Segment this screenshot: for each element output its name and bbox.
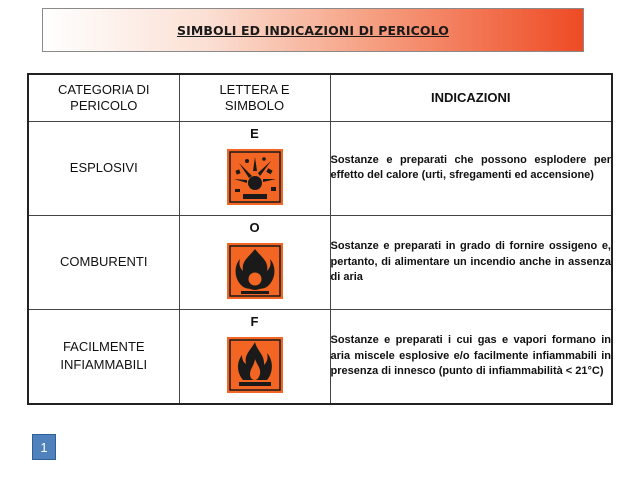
indication-cell [330, 122, 612, 216]
flammable-pictogram-icon [227, 337, 283, 393]
oxidizing-pictogram-icon [227, 243, 283, 299]
header-indications: INDICAZIONI [330, 74, 612, 122]
page-number: 1 [40, 439, 48, 455]
symbol-cell [179, 122, 330, 216]
title-banner [42, 8, 584, 52]
category-label: ESPLOSIVI [69, 160, 138, 176]
indication-cell [330, 309, 612, 404]
symbol-cell [179, 215, 330, 309]
header-symbol: LETTERA E SIMBOLO [179, 74, 330, 122]
category-label: FACILMENTE INFIAMMABILI [60, 339, 148, 373]
explosive-pictogram-icon [227, 149, 283, 205]
table-row [28, 215, 612, 309]
table-row [28, 309, 612, 404]
hazard-letter: O [249, 219, 260, 235]
hazard-letter: E [250, 126, 259, 141]
hazard-letter: F [250, 313, 259, 329]
category-cell [28, 309, 179, 404]
page-title: SIMBOLI ED INDICAZIONI DI PERICOLO [177, 22, 449, 38]
page-number-badge [32, 434, 56, 460]
symbol-cell [179, 309, 330, 404]
table-header-row [28, 74, 612, 122]
indication-cell [330, 215, 612, 309]
hazard-table [27, 73, 613, 405]
indication-text: Sostanze e preparati che possono esplodere per effetto del calore (urti, sfregamenti ed accensione) [330, 153, 611, 182]
indication-text: Sostanze e preparati in grado di fornire ossigeno e, pertanto, di alimentare un incendio anche in assenza di aria [330, 240, 611, 284]
category-cell [28, 215, 179, 309]
indication-text: Sostanze e preparati i cui gas e vapori formano in aria miscele esplosive e/o facilmente infiammabili in presenza di innesco (punto di infiammabilità < 21°C) [330, 334, 611, 378]
category-label: COMBURENTI [60, 254, 148, 270]
table-row [28, 122, 612, 216]
header-category: CATEGORIA DI PERICOLO [28, 74, 179, 122]
category-cell [28, 122, 179, 216]
